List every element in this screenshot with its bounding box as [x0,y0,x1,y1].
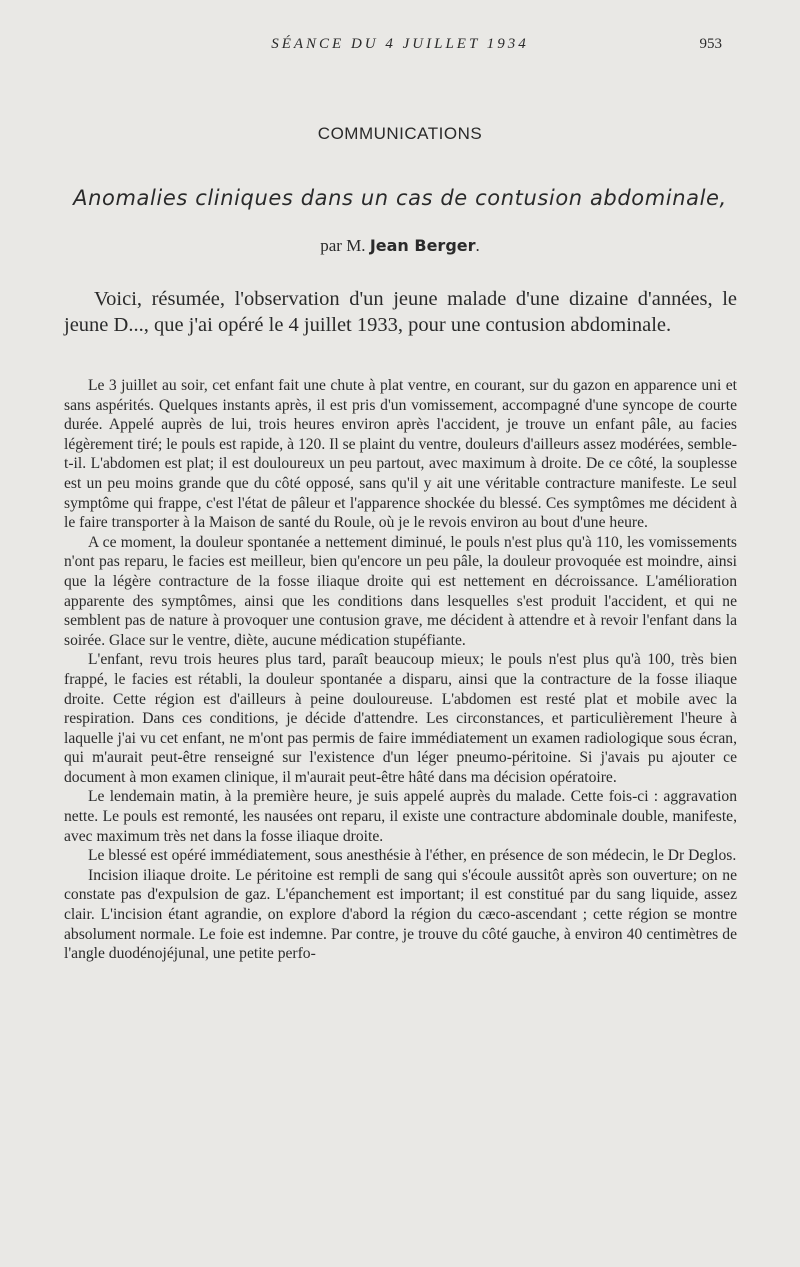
page-number: 953 [699,36,722,52]
body-paragraph: Le lendemain matin, à la première heure, je suis appelé auprès du malade. Cette fois-ci : aggravation nette. Le pouls est remonté, les nausées ont reparu, il existe une contracture abdominale double, manifeste, avec maximum très net dans la fosse iliaque droite. [64,788,737,845]
running-head [0,36,800,58]
summary-paragraph: Voici, résumée, l'observation d'un jeune malade d'une dizaine d'années, le jeune D..., que j'ai opéré le 4 juillet 1933, pour une contusion abdominale. [64,288,737,336]
body-paragraph: L'enfant, revu trois heures plus tard, paraît beaucoup mieux; le pouls n'est plus qu'à 100, très bien frappé, le facies est rétabli, la douleur spontanée a disparu, ainsi que la contracture de la fosse iliaque droite. Cette région est d'ailleurs à peine douloureuse. L'abdomen est resté plat et mobile avec la respiration. Dans ces conditions, je décide d'attendre. Les circonstances, et particulièrement l'heure à laquelle j'ai vu cet enfant, ne m'ont pas permis de faire immédiatement un examen radiologique sous écran, qui m'aurait peut-être renseigné sur l'existence d'un léger pneumo-péritoine. Si j'avais pu ajouter ce document à mon examen clinique, il m'aurait peut-être hâté dans ma décision opératoire. [64,651,737,786]
section-heading: COMMUNICATIONS [317,124,483,143]
body-paragraph: Incision iliaque droite. Le péritoine est rempli de sang qui s'écoule aussitôt après son ouverture; on ne constate pas d'expulsion de gaz. L'épanchement est important; il est constitué par du sang liquide, assez clair. L'incision étant agrandie, on explore d'abord la région du cæco-ascendant ; cette région se montre absolument normale. Le foie est indemne. Par contre, je trouve du côté gauche, à environ 40 centimètres de l'angle duodénojéjunal, une petite perfo- [64,866,737,963]
body-paragraph: Le 3 juillet au soir, cet enfant fait une chute à plat ventre, en courant, sur du gazon en apparence uni et sans aspérités. Quelques instants après, il est pris d'un vomissement, accompagné d'une syncope de courte durée. Appelé auprès de lui, trois heures environ après l'accident, je trouve un enfant pâle, au facies légèrement tiré; le pouls est rapide, à 120. Il se plaint du ventre, douleurs d'ailleurs assez modérées, semble-t-il. L'abdomen est plat; il est douloureux un peu partout, avec maximum à droite. De ce côté, la souplesse est un peu moins grande que du côté opposé, sans qu'il y ait une véritable contracture manifeste. Le seul symptôme qui frappe, c'est l'état de pâleur et l'apparence shockée du blessé. Ces symptômes me décident à le faire transporter à la Maison de santé du Roule, où je le revois environ au bout d'une heure. [64,377,737,532]
byline-prefix: par M. [320,236,370,255]
byline [0,236,800,256]
body-paragraph: Le blessé est opéré immédiatement, sous anesthésie à l'éther, en présence de son médecin, le Dr Deglos. [88,847,737,865]
article-title: Anomalies cliniques dans un cas de contusion abdominale, [73,186,727,210]
byline-suffix: . [475,236,480,255]
body-paragraph: A ce moment, la douleur spontanée a nettement diminué, le pouls n'est plus qu'à 110, les vomissements n'ont pas reparu, le facies est meilleur, bien qu'encore un peu pâle, la douleur provoquée est moindre, ainsi que la légère contracture de la fosse iliaque droite qui est nettement en décroissance. L'amélioration apparente des symptômes, ainsi que les conditions dans lesquelles s'est produit l'accident, et qui ne semblent pas de nature à provoquer une contusion grave, me décident à attendre et à revoir l'enfant dans la soirée. Glace sur le ventre, diète, aucune médication stupéfiante. [64,533,737,649]
author-name: Jean Berger [369,236,476,255]
body-text [64,376,737,964]
running-title: SÉANCE DU 4 JUILLET 1934 [271,36,529,52]
